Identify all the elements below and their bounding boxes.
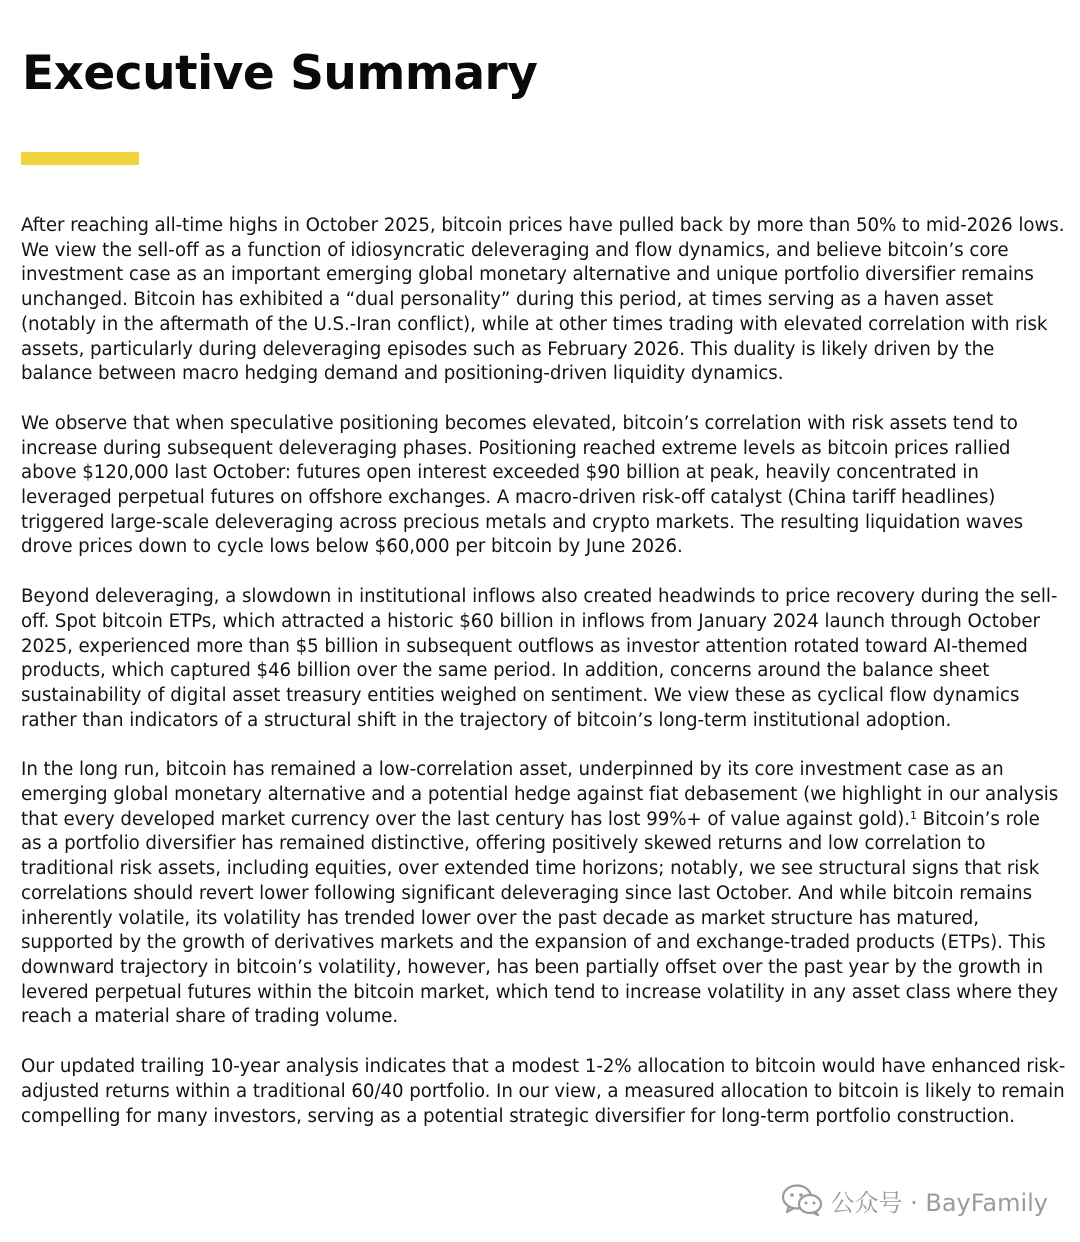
paragraph-3: Beyond deleveraging, a slowdown in institutional inflows also created headwinds to price recovery during the sell-off. Spot bitcoin ETPs, which attracted a historic $60 billion in inflows from January 2024 launch through October 2025, experienced more than $5 billion in subsequent outflows as investor attention rotated toward AI-themed products, which captured $46 billion over the same period. In addition, concerns around the balance sheet sustainability of digital asset treasury entities weighed on sentiment. We view these as cyclical flow dynamics rather than indicators of a structural shift in the trajectory of bitcoin’s long-term institutional adoption. bbox=[21, 586, 1058, 731]
paragraph-4-text-after: Bitcoin’s role as a portfolio diversifier has remained distinctive, offering positively skewed returns and low correlation to traditional risk assets, including equities, over extended time horizons; notably, we see structural signs that risk correlations should revert lower following significant deleveraging since last October. And while bitcoin remains inherently volatile, its volatility has trended lower over the past decade as market structure has matured, supported by the growth of derivatives markets and the expansion of and exchange-traded products (ETPs). This downward trajectory in bitcoin’s volatility, however, has been partially offset over the past year by the growth in levered perpetual futures within the bitcoin market, which tend to increase volatility in any asset class where they reach a material share of trading volume. bbox=[21, 808, 1059, 1028]
paragraph-2: We observe that when speculative positioning becomes elevated, bitcoin’s correlation with risk assets tend to increase during subsequent deleveraging phases. Positioning reached extreme levels as bitcoin prices rallied above $120,000 last October: futures open interest exceeded $90 billion at peak, heavily concentrated in leveraged perpetual futures on offshore exchanges. A macro-driven risk-off catalyst (China tariff headlines) triggered large-scale deleveraging across precious metals and crypto markets. The resulting liquidation waves drove prices down to cycle lows below $60,000 per bitcoin by June 2026. bbox=[21, 412, 1024, 558]
paragraph-4 bbox=[21, 758, 1066, 1030]
wechat-icon bbox=[781, 1184, 823, 1216]
footnote-marker: 1 bbox=[909, 808, 917, 822]
paragraph-1: After reaching all-time highs in October 2025, bitcoin prices have pulled back by more than 50% to mid-2026 lows. We view the sell-off as a function of idiosyncratic deleveraging and flow dynamics, and believe bitcoin’s core investment case as an important emerging global monetary alternative and unique portfolio diversifier remains unchanged. Bitcoin has exhibited a “dual personality” during this period, at times serving as a haven asset (notably in the aftermath of the U.S.-Iran conflict), while at other times trading with elevated correlation with risk assets, particularly during deleveraging episodes such as February 2026. This duality is likely driven by the balance between macro hedging demand and positioning-driven liquidity dynamics. bbox=[21, 215, 1065, 385]
watermark bbox=[781, 1180, 1049, 1220]
paragraph-5: Our updated trailing 10-year analysis indicates that a modest 1-2% allocation to bitcoin would have enhanced risk-adjusted returns within a traditional 60/40 portfolio. In our view, a measured allocation to bitcoin is likely to remain compelling for many investors, serving as a potential strategic diversifier for long-term portfolio construction. bbox=[21, 1056, 1066, 1127]
watermark-text: 公众号 · BayFamily bbox=[830, 1188, 1048, 1217]
executive-summary-body bbox=[21, 214, 1066, 1154]
paragraph-4-text-before: In the long run, bitcoin has remained a low-correlation asset, underpinned by its core investment case as an emerging global monetary alternative and a potential hedge against fiat debasement (we highlight in our analysis that every developed market currency over the last century has lost 99%+ of value against gold). bbox=[21, 759, 1059, 830]
page-title: Executive Summary bbox=[22, 46, 538, 101]
title-accent-bar bbox=[21, 152, 139, 165]
